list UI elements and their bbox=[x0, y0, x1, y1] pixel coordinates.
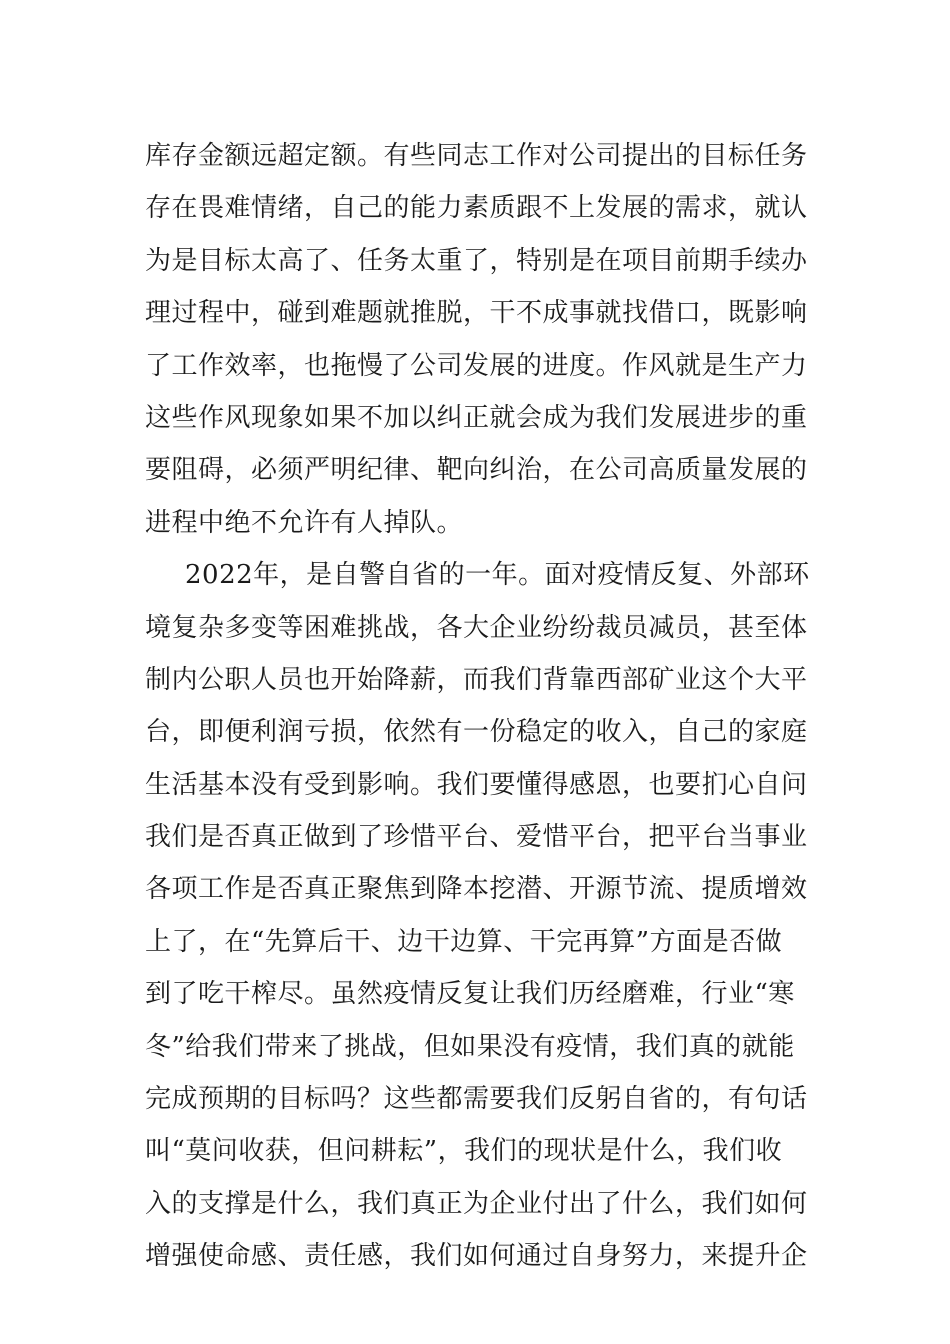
paragraph-line: 我们是否真正做到了珍惜平台、爱惜平台，把平台当事业 bbox=[145, 822, 808, 853]
paragraph-line: 为是目标太高了、任务太重了，特别是在项目前期手续办 bbox=[145, 245, 808, 276]
paragraph-line: 入的支撑是什么，我们真正为企业付出了什么，我们如何 bbox=[145, 1188, 808, 1219]
paragraph-line: 冬”给我们带来了挑战，但如果没有疫情，我们真的就能 bbox=[145, 1031, 795, 1062]
paragraph-line: 完成预期的目标吗？这些都需要我们反躬自省的，有句话 bbox=[145, 1084, 808, 1115]
paragraph-line: 到了吃干榨尽。虽然疫情反复让我们历经磨难，行业“寒 bbox=[145, 979, 795, 1010]
paragraph-line: 理过程中，碰到难题就推脱，干不成事就找借口，既影响 bbox=[145, 298, 808, 329]
paragraph-line: 库存金额远超定额。有些同志工作对公司提出的目标任务 bbox=[145, 141, 808, 171]
paragraph-line: 要阻碍，必须严明纪律、靶向纠治，在公司高质量发展的 bbox=[145, 455, 808, 486]
document-body bbox=[145, 130, 815, 1283]
paragraph-line: 进程中绝不允许有人掉队。 bbox=[145, 507, 464, 538]
paragraph-line: 制内公职人员也开始降薪，而我们背靠西部矿业这个大平 bbox=[145, 664, 808, 695]
paragraph-line: 台，即便利润亏损，依然有一份稳定的收入，自己的家庭 bbox=[145, 717, 808, 748]
paragraph-line: 叫“莫问收获，但问耕耘”，我们的现状是什么，我们收 bbox=[145, 1136, 783, 1167]
paragraph-line: 上了，在“先算后干、边干边算、干完再算”方面是否做 bbox=[145, 926, 783, 957]
paragraph-line: 存在畏难情绪，自己的能力素质跟不上发展的需求，就认 bbox=[145, 193, 808, 224]
paragraph-line: 2022年，是自警自省的一年。面对疫情反复、外部环 bbox=[185, 560, 810, 591]
paragraph-line: 了工作效率，也拖慢了公司发展的进度。作风就是生产力 bbox=[145, 350, 808, 381]
paragraph-line: 这些作风现象如果不加以纠正就会成为我们发展进步的重 bbox=[145, 402, 808, 433]
paragraph-line: 增强使命感、责任感，我们如何通过自身努力，来提升企 bbox=[145, 1241, 808, 1272]
paragraph-1 bbox=[145, 130, 815, 549]
paragraph-2 bbox=[145, 549, 815, 1282]
paragraph-line: 境复杂多变等困难挑战，各大企业纷纷裁员减员，甚至体 bbox=[145, 612, 808, 643]
paragraph-line: 生活基本没有受到影响。我们要懂得感恩，也要扪心自问 bbox=[145, 769, 808, 800]
paragraph-line: 各项工作是否真正聚焦到降本挖潜、开源节流、提质增效 bbox=[145, 874, 808, 905]
